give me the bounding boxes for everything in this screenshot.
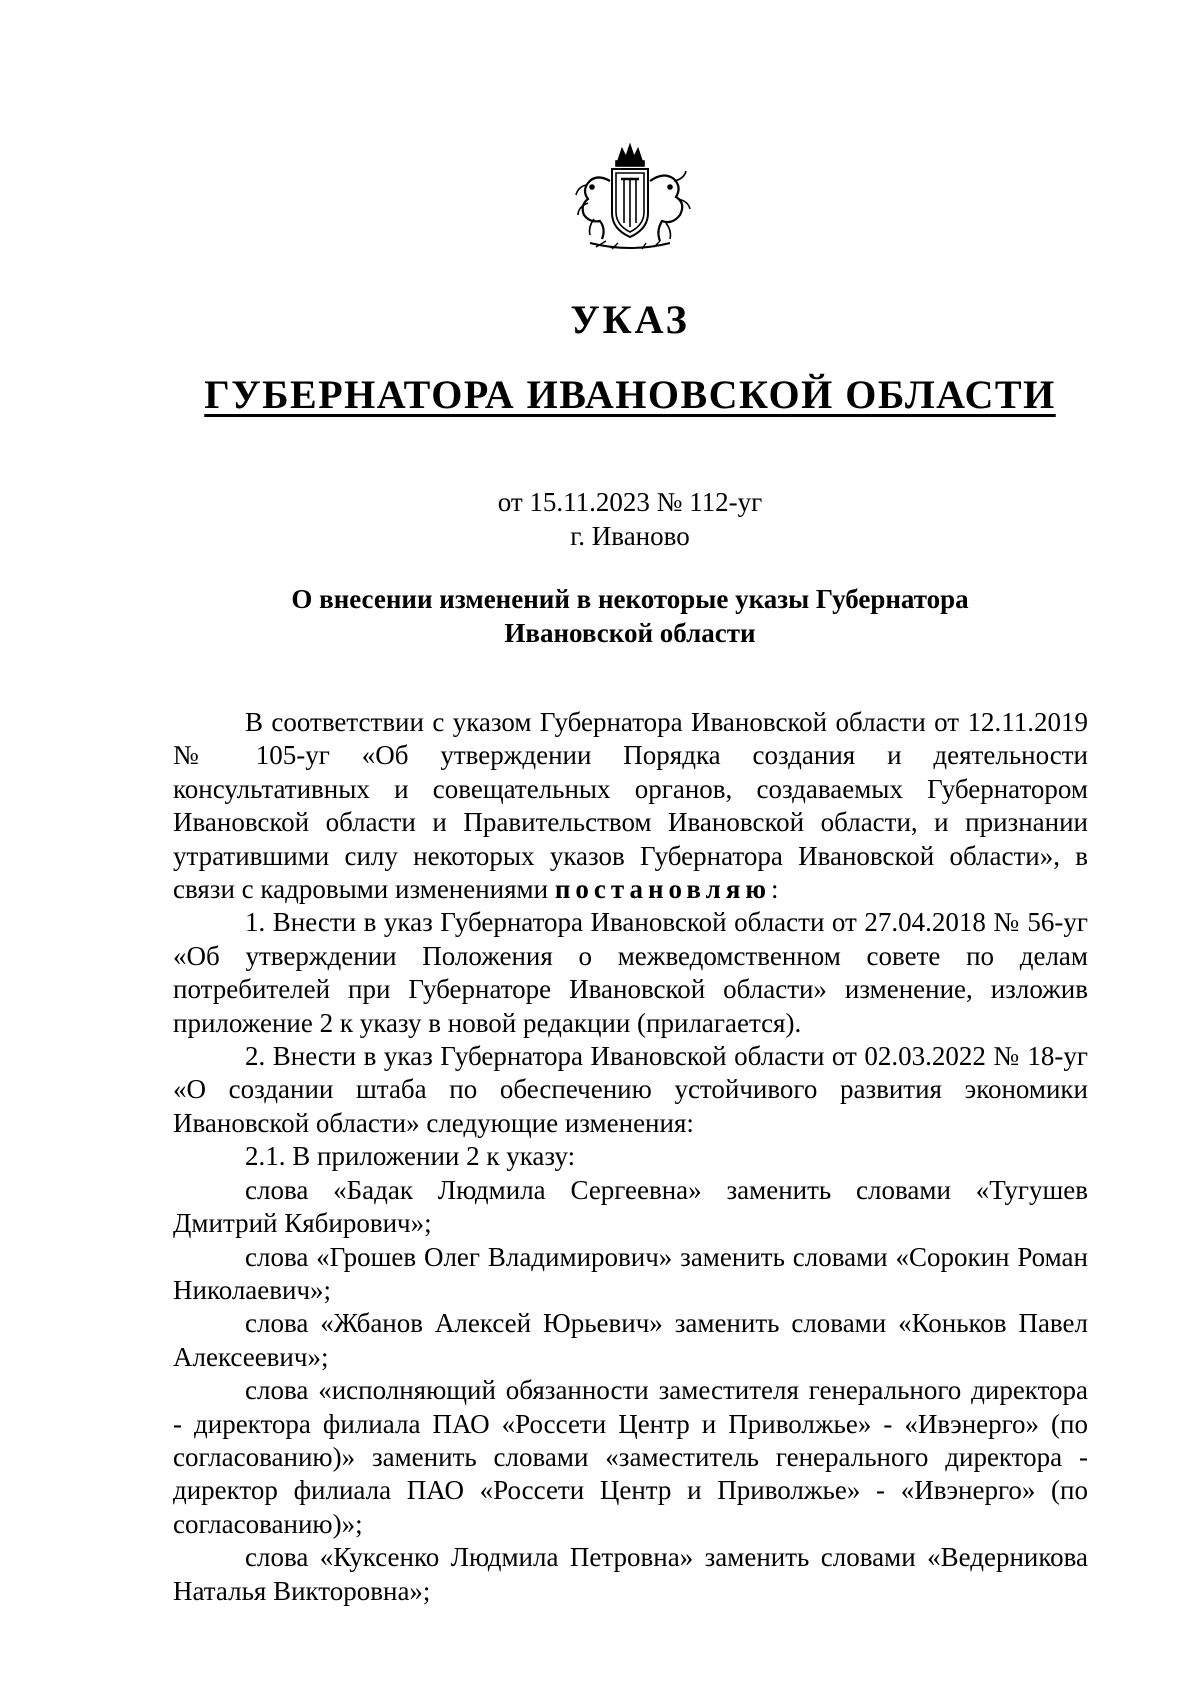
document-city: г. Иваново	[570, 521, 690, 551]
body-paragraph: 2. Внести в указ Губернатора Ивановской области от 02.03.2022 № 18-уг «О создании штаба по обеспечению устойчивого развития экономики Ивановской области» следующие изменения:	[173, 1041, 1088, 1138]
body-paragraph: слова «исполняющий обязанности заместителя генерального директора - директора филиала ПАО «Россети Центр и Приволжье» - «Ивэнерго» (по согласованию)» заменить словами «заместитель генерального директора - директор филиала ПАО «Россети Центр и Приволжье» - «Ивэнерго» (по согласованию)»;	[173, 1375, 1088, 1539]
decree-word: постановляю	[554, 874, 771, 905]
coat-of-arms-emblem	[566, 143, 694, 255]
subject-line-2: Ивановской области	[504, 618, 756, 648]
document-title: УКАЗ	[570, 297, 690, 342]
preamble-paragraph	[173, 706, 1088, 906]
decree-colon: :	[770, 874, 779, 905]
body-paragraph: слова «Бадак Людмила Сергеевна» заменить словами «Тугушев Дмитрий Кябирович»;	[173, 1174, 1088, 1239]
body-paragraph: слова «Грошев Олег Владимирович» заменить словами «Сорокин Роман Николаевич»;	[173, 1241, 1088, 1305]
document-issuer: ГУБЕРНАТОРА ИВАНОВСКОЙ ОБЛАСТИ	[204, 372, 1056, 417]
body-paragraph: слова «Куксенко Людмила Петровна» заменить словами «Ведерникова Наталья Викторовна»;	[173, 1542, 1088, 1606]
document-body	[173, 706, 1088, 1608]
body-paragraph: слова «Жбанов Алексей Юрьевич» заменить словами «Коньков Павел Алексеевич»;	[173, 1308, 1088, 1372]
document-date-number: от 15.11.2023 № 112-уг	[497, 487, 763, 517]
subject-line-1: О внесении изменений в некоторые указы Губернатора	[291, 584, 969, 614]
document-subject	[0, 582, 1200, 650]
preamble-text: В соответствии с указом Губернатора Ивановской области от 12.11.2019 № 105-уг «Об утверждении Порядка создания и деятельности консультативных и совещательных органов, создаваемых Губернатором Ивановской области и Правительством Ивановской области, и признании утратившими силу некоторых указов Губернатора Ивановской области», в связи с кадровыми изменениями	[173, 707, 1088, 905]
body-paragraph: 2.1. В приложении 2 к указу:	[245, 1141, 576, 1172]
body-paragraph: 1. Внести в указ Губернатора Ивановской области от 27.04.2018 № 56-уг «Об утверждении Положения о межведомственном совете по делам потребителей при Губернаторе Ивановской области» изменение, изложив приложение 2 к указу в новой редакции (прилагается).	[173, 907, 1088, 1038]
